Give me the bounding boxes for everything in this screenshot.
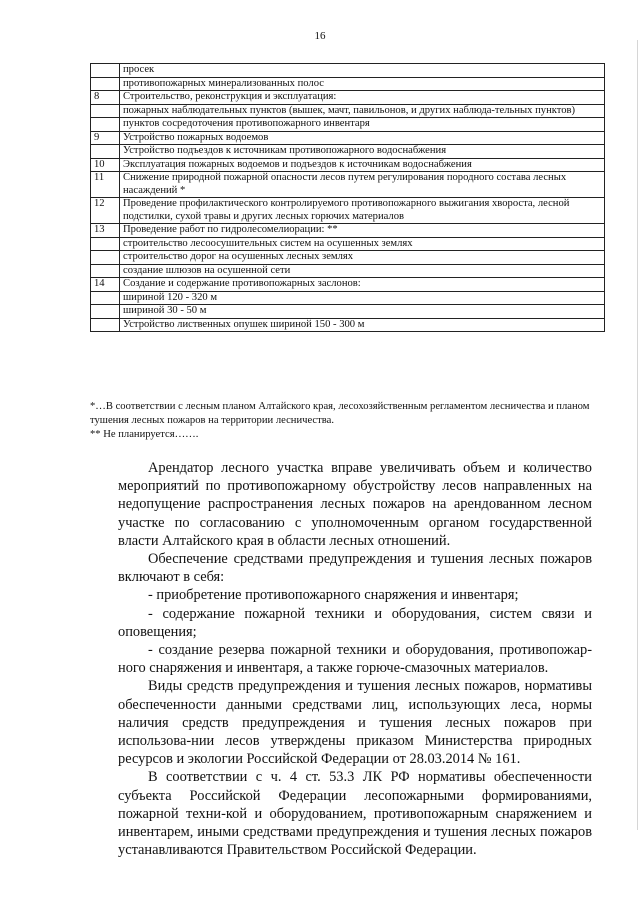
row-number <box>91 237 120 251</box>
table-row <box>91 291 605 305</box>
row-measure: Устройство пожарных водоемов <box>120 131 605 145</box>
footnotes <box>90 400 610 442</box>
row-measure: Проведение работ по гидролесомелиорации: ** <box>120 224 605 238</box>
row-number: 8 <box>91 91 120 105</box>
table-row <box>91 64 605 78</box>
row-measure: Строительство, реконструкция и эксплуатация: <box>120 91 605 105</box>
row-measure: Проведение профилактического контролируемого противопожарного выжигания хвороста, лесной подстилки, сухой травы и других лесных горючих материалов <box>120 198 605 224</box>
row-measure: строительство лесоосушительных систем на осушенных землях <box>120 237 605 251</box>
row-measure: Эксплуатация пожарных водоемов и подъездов к источникам водоснабжения <box>120 158 605 172</box>
row-number <box>91 64 120 78</box>
table-row <box>91 91 605 105</box>
table-row <box>91 104 605 118</box>
body-text <box>118 459 592 859</box>
row-measure: строительство дорог на осушенных лесных землях <box>120 251 605 265</box>
row-measure: Устройство лиственных опушек шириной 150 - 300 м <box>120 318 605 332</box>
page-number: 16 <box>314 30 326 42</box>
table-row <box>91 237 605 251</box>
table-row <box>91 224 605 238</box>
row-number <box>91 251 120 265</box>
footnote-1: *…В соответствии с лесным планом Алтайского края, лесохозяйственным регламентом лесничества и планом тушения лесных пожаров на территории лесничества. <box>90 401 590 426</box>
row-number <box>91 77 120 91</box>
row-measure: создание шлюзов на осушенной сети <box>120 264 605 278</box>
list-item-maintenance: - содержание пожарной техники и оборудования, систем связи и оповещения; <box>118 605 592 640</box>
table-row <box>91 318 605 332</box>
row-measure: шириной 120 - 320 м <box>120 291 605 305</box>
row-number <box>91 104 120 118</box>
row-number: 14 <box>91 278 120 292</box>
row-number <box>91 291 120 305</box>
list-item-reserve: - создание резерва пожарной техники и оборудования, противопожар-ного снаряжения и инвентаря, а также горюче-смазочных материалов. <box>118 642 592 677</box>
row-number <box>91 118 120 132</box>
row-measure: пунктов сосредоточения противопожарного инвентаря <box>120 118 605 132</box>
row-measure: противопожарных минерализованных полос <box>120 77 605 91</box>
paragraph-federal-norms: В соответствии с ч. 4 ст. 53.3 ЛК РФ нормативы обеспеченности субъекта Российской Федерации лесопожарными формированиями, пожарной техни-кой и оборудованием, противопожарным снаряжением и инвентарем, иными средствами предупреждения и тушения лесных пожаров устанавливаются Правительством Российской Федерации. <box>118 769 592 859</box>
row-measure: шириной 30 - 50 м <box>120 305 605 319</box>
table-row <box>91 278 605 292</box>
row-number <box>91 145 120 159</box>
row-number: 11 <box>91 172 120 198</box>
table-row <box>91 158 605 172</box>
row-number <box>91 264 120 278</box>
table-row <box>91 118 605 132</box>
table-row <box>91 264 605 278</box>
table-row <box>91 131 605 145</box>
row-number <box>91 318 120 332</box>
paragraph-norms: Виды средств предупреждения и тушения лесных пожаров, нормативы обеспеченности данными средствами лиц, использующих леса, нормы наличия средств предупреждения и тушения лесных пожаров при использова-нии лесов утверждены приказом Министерства природных ресурсов и экологии Российской Федерации от 28.03.2014 № 161. <box>118 678 592 768</box>
row-number <box>91 305 120 319</box>
row-measure: пожарных наблюдательных пунктов (вышек, мачт, павильонов, и других наблюда-тельных пунктов) <box>120 104 605 118</box>
row-number: 12 <box>91 198 120 224</box>
paragraph-provision: Обеспечение средствами предупреждения и тушения лесных пожаров включают в себя: <box>118 551 592 586</box>
table-row <box>91 305 605 319</box>
footnote-2: ** Не планируется……. <box>90 429 199 440</box>
row-number: 10 <box>91 158 120 172</box>
row-measure: Снижение природной пожарной опасности лесов путем регулирования породного состава лесных насаждений * <box>120 172 605 198</box>
table-row <box>91 172 605 198</box>
row-number: 13 <box>91 224 120 238</box>
row-measure: Устройство подъездов к источникам противопожарного водоснабжения <box>120 145 605 159</box>
measures-table <box>90 63 605 332</box>
list-item-equipment: - приобретение противопожарного снаряжения и инвентаря; <box>148 587 519 604</box>
row-number: 9 <box>91 131 120 145</box>
row-measure: просек <box>120 64 605 78</box>
paragraph-lessee-rights: Арендатор лесного участка вправе увеличивать объем и количество мероприятий по противопожарному обустройству лесов направленных на недопущение распространения лесных пожаров на арендованном лесном участке по согласованию с уполномоченным органом государственной власти Алтайского края в области лесных отношений. <box>118 460 592 549</box>
row-measure: Создание и содержание противопожарных заслонов: <box>120 278 605 292</box>
table-row <box>91 251 605 265</box>
table-row <box>91 145 605 159</box>
scan-edge-line <box>637 40 638 830</box>
table-row <box>91 77 605 91</box>
table-row <box>91 198 605 224</box>
